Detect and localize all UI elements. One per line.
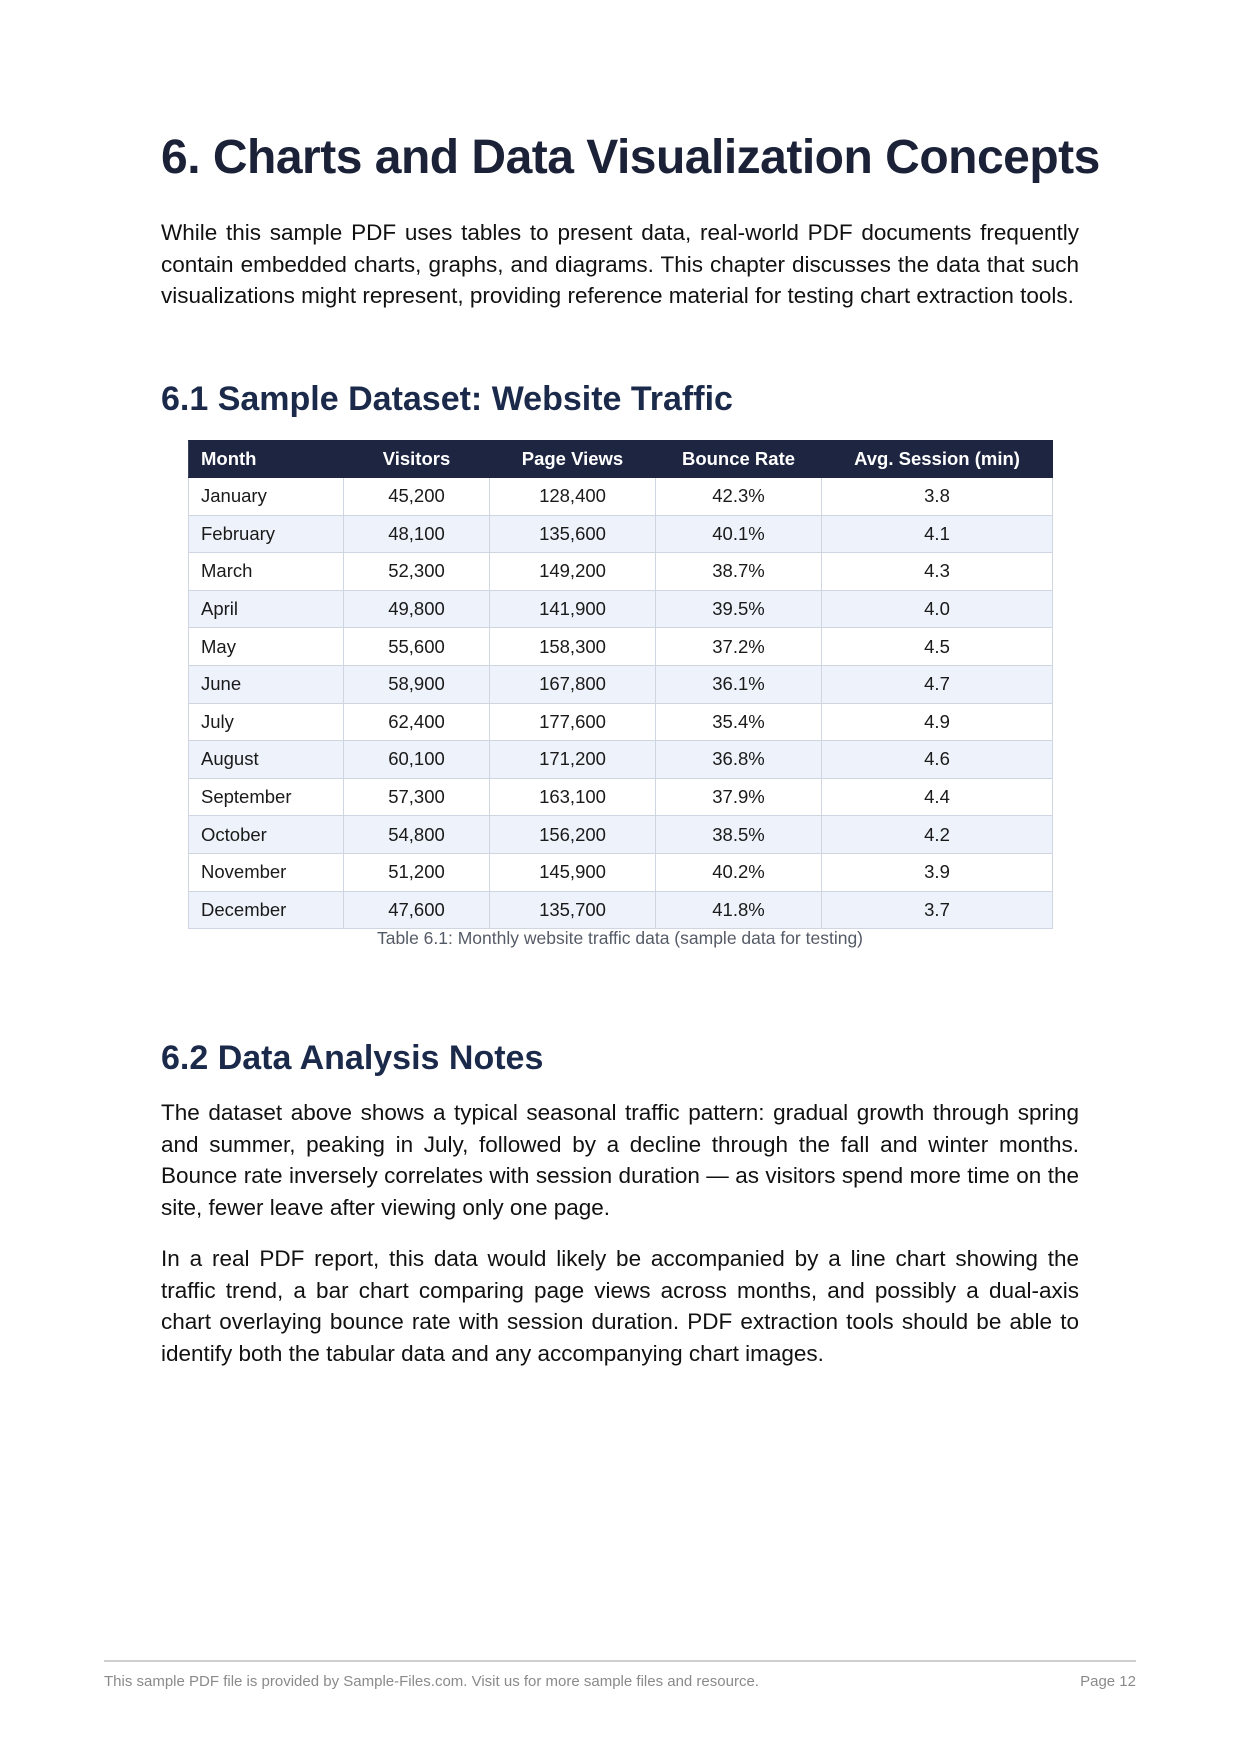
cell-month: February	[189, 515, 344, 553]
table-row	[189, 891, 1053, 929]
cell-page-views: 135,700	[490, 891, 656, 929]
cell-avg-session: 4.1	[822, 515, 1053, 553]
cell-bounce-rate: 36.8%	[656, 741, 822, 779]
header-avg-session: Avg. Session (min)	[822, 441, 1053, 478]
cell-bounce-rate: 40.1%	[656, 515, 822, 553]
cell-bounce-rate: 42.3%	[656, 478, 822, 516]
cell-bounce-rate: 40.2%	[656, 853, 822, 891]
footer-text: This sample PDF file is provided by Sample-Files.com. Visit us for more sample files and resource.	[104, 1673, 759, 1690]
table-header-row	[189, 441, 1053, 478]
cell-page-views: 135,600	[490, 515, 656, 553]
table-row	[189, 590, 1053, 628]
analysis-paragraph-1: The dataset above shows a typical seasonal traffic pattern: gradual growth through spring and summer, peaking in July, followed by a decline through the fall and winter months. Bounce rate inversely correlates with session duration — as visitors spend more time on the site, fewer leave after viewing only one page.	[161, 1100, 1079, 1220]
cell-avg-session: 4.6	[822, 741, 1053, 779]
cell-avg-session: 4.9	[822, 703, 1053, 741]
section-6-2-title: 6.2 Data Analysis Notes	[161, 1039, 544, 1077]
cell-month: December	[189, 891, 344, 929]
section-6-1-title: 6.1 Sample Dataset: Website Traffic	[161, 380, 733, 418]
cell-month: June	[189, 665, 344, 703]
table-row	[189, 816, 1053, 854]
cell-visitors: 54,800	[344, 816, 490, 854]
cell-avg-session: 4.7	[822, 665, 1053, 703]
cell-visitors: 62,400	[344, 703, 490, 741]
cell-page-views: 158,300	[490, 628, 656, 666]
header-bounce-rate: Bounce Rate	[656, 441, 822, 478]
cell-month: August	[189, 741, 344, 779]
cell-bounce-rate: 36.1%	[656, 665, 822, 703]
cell-visitors: 45,200	[344, 478, 490, 516]
table-row	[189, 553, 1053, 591]
cell-visitors: 57,300	[344, 778, 490, 816]
cell-avg-session: 3.8	[822, 478, 1053, 516]
cell-visitors: 55,600	[344, 628, 490, 666]
cell-page-views: 171,200	[490, 741, 656, 779]
cell-month: July	[189, 703, 344, 741]
cell-visitors: 60,100	[344, 741, 490, 779]
cell-page-views: 177,600	[490, 703, 656, 741]
cell-month: September	[189, 778, 344, 816]
header-month: Month	[189, 441, 344, 478]
traffic-table	[188, 440, 1053, 929]
cell-visitors: 52,300	[344, 553, 490, 591]
cell-bounce-rate: 41.8%	[656, 891, 822, 929]
cell-page-views: 141,900	[490, 590, 656, 628]
header-visitors: Visitors	[344, 441, 490, 478]
table-caption: Table 6.1: Monthly website traffic data (sample data for testing)	[376, 928, 864, 948]
cell-month: May	[189, 628, 344, 666]
footer-divider	[104, 1660, 1136, 1662]
cell-visitors: 51,200	[344, 853, 490, 891]
cell-avg-session: 4.5	[822, 628, 1053, 666]
cell-bounce-rate: 37.9%	[656, 778, 822, 816]
table-row	[189, 628, 1053, 666]
cell-page-views: 156,200	[490, 816, 656, 854]
cell-page-views: 163,100	[490, 778, 656, 816]
cell-visitors: 58,900	[344, 665, 490, 703]
cell-bounce-rate: 35.4%	[656, 703, 822, 741]
analysis-paragraph-2: In a real PDF report, this data would likely be accompanied by a line chart showing the traffic trend, a bar chart comparing page views across months, and possibly a dual-axis chart overlaying bounce rate with session duration. PDF extraction tools should be able to identify both the tabular data and any accompanying chart images.	[161, 1246, 1079, 1366]
cell-bounce-rate: 37.2%	[656, 628, 822, 666]
cell-visitors: 47,600	[344, 891, 490, 929]
cell-month: October	[189, 816, 344, 854]
cell-bounce-rate: 38.5%	[656, 816, 822, 854]
page-number: Page 12	[1080, 1673, 1136, 1690]
cell-visitors: 49,800	[344, 590, 490, 628]
cell-page-views: 145,900	[490, 853, 656, 891]
cell-avg-session: 4.3	[822, 553, 1053, 591]
cell-avg-session: 4.4	[822, 778, 1053, 816]
table-row	[189, 853, 1053, 891]
table-row	[189, 515, 1053, 553]
cell-avg-session: 3.7	[822, 891, 1053, 929]
cell-visitors: 48,100	[344, 515, 490, 553]
cell-month: January	[189, 478, 344, 516]
cell-avg-session: 4.0	[822, 590, 1053, 628]
table-row	[189, 478, 1053, 516]
cell-page-views: 149,200	[490, 553, 656, 591]
table-row	[189, 778, 1053, 816]
cell-bounce-rate: 39.5%	[656, 590, 822, 628]
cell-page-views: 167,800	[490, 665, 656, 703]
table-row	[189, 741, 1053, 779]
traffic-table-container	[188, 440, 1052, 929]
cell-page-views: 128,400	[490, 478, 656, 516]
table-row	[189, 703, 1053, 741]
table-row	[189, 665, 1053, 703]
cell-month: November	[189, 853, 344, 891]
cell-bounce-rate: 38.7%	[656, 553, 822, 591]
cell-month: April	[189, 590, 344, 628]
cell-avg-session: 4.2	[822, 816, 1053, 854]
intro-paragraph: While this sample PDF uses tables to present data, real-world PDF documents frequently contain embedded charts, graphs, and diagrams. This chapter discusses the data that such visualizations might represent, providing reference material for testing chart extraction tools.	[161, 220, 1079, 308]
cell-month: March	[189, 553, 344, 591]
header-page-views: Page Views	[490, 441, 656, 478]
chapter-title: 6. Charts and Data Visualization Concepts	[161, 131, 1100, 184]
cell-avg-session: 3.9	[822, 853, 1053, 891]
